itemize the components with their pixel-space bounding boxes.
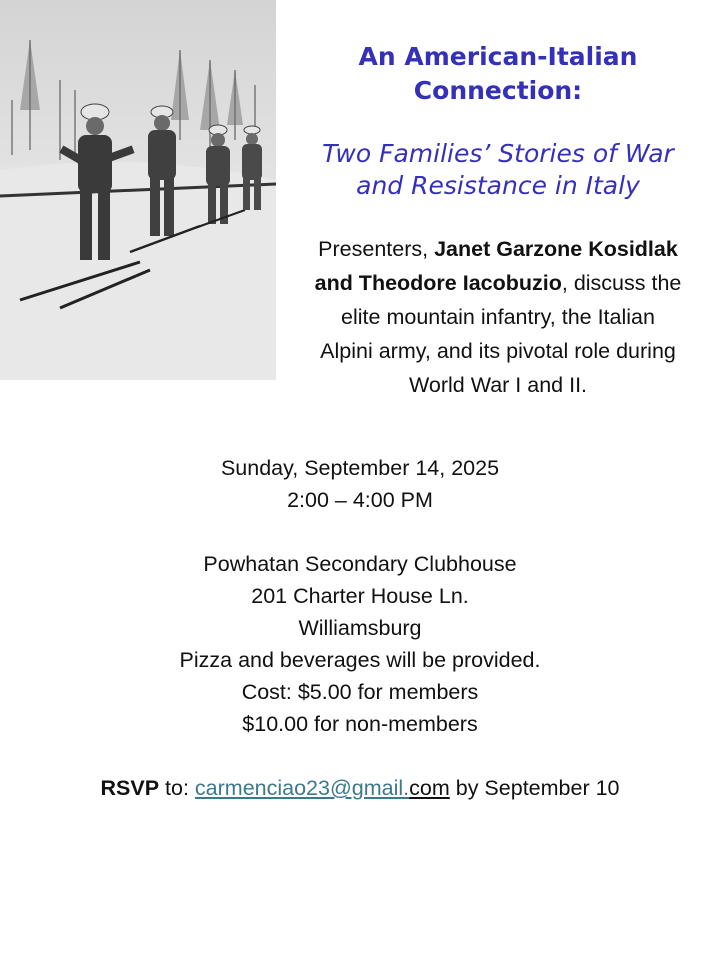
subtitle-line-2: and Resistance in Italy	[356, 171, 640, 200]
event-venue: Powhatan Secondary Clubhouse	[203, 552, 517, 576]
title-line-1: An American-Italian	[358, 42, 638, 71]
event-address: 201 Charter House Ln.	[251, 584, 469, 608]
event-cost-members: Cost: $5.00 for members	[241, 680, 479, 704]
event-details	[0, 452, 720, 740]
rsvp-to: to:	[159, 776, 195, 800]
event-title	[276, 40, 720, 108]
subtitle-line-1: Two Families’ Stories of War	[322, 139, 674, 168]
presenters-after-names: , discuss the	[561, 271, 682, 295]
rsvp-line	[0, 772, 720, 804]
alpini-skiers-photo	[0, 0, 276, 380]
event-time: 2:00 – 4:00 PM	[287, 488, 433, 512]
presenters-line-5: World War I and II.	[408, 373, 588, 397]
presenters-line-1	[282, 232, 714, 266]
presenter-name-2: and Theodore Iacobuzio	[314, 271, 562, 295]
presenters-line-4: Alpini army, and its pivotal role during	[320, 339, 676, 363]
presenters-prefix: Presenters,	[318, 237, 435, 261]
event-cost-nonmembers: $10.00 for non-members	[242, 712, 478, 736]
presenters-line-2	[282, 266, 714, 300]
presenter-name-1: Janet Garzone Kosidlak	[434, 237, 678, 261]
event-city: Williamsburg	[298, 616, 422, 640]
rsvp-email-link[interactable]: carmenciao23@gmail.	[194, 776, 410, 800]
rsvp-email-tld-link[interactable]: com	[409, 776, 450, 800]
title-line-2: Connection:	[413, 76, 583, 105]
presenters-paragraph	[282, 232, 714, 402]
rsvp-deadline: by September 10	[449, 776, 620, 800]
event-date: Sunday, September 14, 2025	[220, 456, 500, 480]
presenters-line-3: elite mountain infantry, the Italian	[341, 305, 655, 329]
details-spacer	[0, 516, 720, 548]
event-subtitle	[276, 138, 720, 202]
rsvp-label: RSVP	[100, 776, 160, 800]
event-food: Pizza and beverages will be provided.	[179, 648, 541, 672]
